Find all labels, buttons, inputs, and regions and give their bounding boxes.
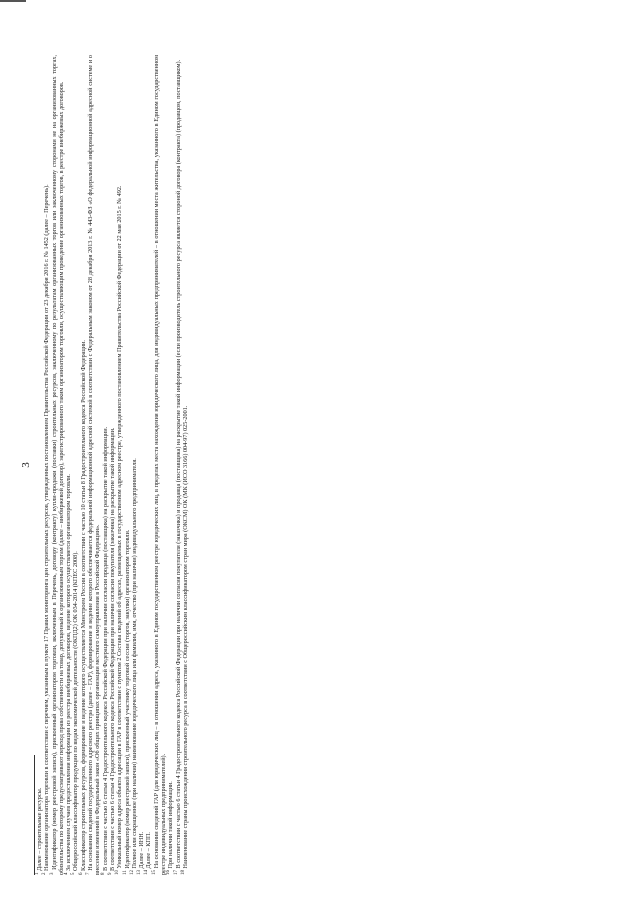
footnote-5: [72, 55, 79, 875]
footnote-text: Наименование страны происхождения строительного ресурса в соответствии с Общероссийским классификатором стран мира (ОКСМ) ОК (МК (ИСО 3166) 004-97) 025-2001.: [181, 405, 189, 870]
footnote-number: 9: [107, 872, 113, 875]
footnote-text: На основании сведений государственного адресного реестра (далее – ГАР), формирование и ведение которого обеспечивается федеральной информационной адресной системой в соответствии с Федеральным законом от 28 декабря 2013 г. № 443-ФЗ «О федеральной информационной адресной системе и о внесении изменений в Федеральный закон «Об общих принципах организации местного самоуправления в Российской Федерации».: [87, 55, 102, 875]
footnotes-list: [36, 55, 189, 875]
footnote-number: 6: [78, 872, 84, 875]
rotated-text-block: [20, 45, 310, 885]
footnote-number: 17: [173, 870, 179, 875]
footnote-17: [175, 55, 182, 875]
scan-corner-mark: [0, 0, 26, 2]
footnote-text: В соответствии с частью 6 статьи 4 Градостроительного кодекса Российской Федерации при наличии согласия покупателя (заказчика) и продавца (поставщика) на раскрытие такой информации (если производитель строительного ресурса является стороной договора (контракта) (продавцом, поставщиком).: [174, 59, 182, 870]
footnote-2: [43, 55, 50, 875]
footnote-text: В соответствии с частью 6 статьи 4 Градостроительного кодекса Российской Федерации при наличии согласия покупателя (заказчика) на раскрытие такой информации.: [108, 427, 116, 873]
footnote-number: 3: [49, 872, 55, 875]
footnote-text: Идентификатор (номер реестровой записи), присвоенный участнику торговой сессии (торгов, закупки) организатором торговли.: [123, 529, 131, 871]
footnote-8: [102, 55, 109, 875]
footnote-text: Далее – строительные ресурсы.: [36, 787, 43, 873]
footnote-text: Классификатор строительных ресурсов, формирование и ведение которого осуществляется Минстроем России в соответствии с частью 10 статьи 8 Градостроительного кодекса Российской Федерации.: [79, 340, 87, 873]
footnote-number: 8: [100, 872, 106, 875]
footnote-16: [167, 55, 174, 875]
footnote-3: [51, 55, 66, 875]
footnote-number: 16: [166, 870, 172, 875]
footnote-number: 5: [71, 872, 77, 875]
footnote-text: Уникальный номер адреса объекта адресации в ГАР в соответствии с пунктом 2 Состава сведений об адресах, размещаемых в государственном адресном реестре, утвержденного постановлением Правительства Российской Федерации от 22 мая 2015 г. № 492.: [116, 185, 124, 870]
footnote-divider: [34, 755, 35, 875]
footnote-text: Общероссийский классификатор продукции по видам экономической деятельности (ОКПД2) ОК 034-2014 (КПЕС 2008).: [72, 551, 80, 873]
footnote-text: Далее – КПП.: [145, 832, 153, 870]
page-number: 3: [20, 462, 32, 468]
footnote-12: [131, 55, 138, 875]
footnote-number: 12: [129, 870, 135, 875]
footnote-number: 13: [137, 870, 143, 875]
footnote-number: 2: [42, 872, 48, 875]
footnote-text: Наименование организатора торговли в соответствии с перечнем, указанным в пункте 17 Правил мониторинга цен строительных ресурсов, утвержденных постановлением Правительства Российской Федерации от 23 декабря 2016 г. № 1452 (далее – Перечень).: [43, 184, 51, 873]
footnote-11: [124, 55, 131, 875]
footnote-number: 15: [151, 870, 157, 875]
footnote-text: Полное или сокращенное (при наличии) наименование юридического лица или фамилия, имя, отчество (при наличии) индивидуального предпринимателя.: [130, 458, 138, 870]
footnote-text: При наличии такой информации.: [167, 781, 175, 870]
footnote-6: [80, 55, 87, 875]
footnote-number: 11: [122, 870, 128, 875]
footnote-10: [116, 55, 123, 875]
footnote-13: [138, 55, 145, 875]
footnote-number: 7: [86, 872, 92, 875]
footnote-14: [145, 55, 152, 875]
footnote-number: 18: [180, 870, 186, 875]
footnote-text: Далее – ИНН.: [138, 831, 146, 870]
footnote-text: За исключением случаев предоставления информации из реестра внебиржевых договоров, ведение которого осуществляется организатором торговли.: [65, 474, 73, 873]
footnote-18: [182, 55, 189, 875]
footnote-number: 14: [144, 870, 150, 875]
footnote-15: [153, 55, 168, 875]
footnote-text: Идентификатор (номер реестровой записи), присвоенный организатором торговли, включенным в Перечень, договору (контракту) купли-продажи (поставки) строительных ресурсов, заключенному по результатам организованных торгов или заключенному сторонами не на организованных торгах, обязательства по которому предусматривают переход права собственности на товар, допущенный к организованным торгам (далее – внебиржевой договор), зарегистрированного таким организатором торговли, осуществляющим проведение организованных торгов, в реестре внебиржевых договоров.: [50, 55, 65, 875]
footnote-7: [87, 55, 102, 875]
footnote-text: В соответствии с частью 6 статьи 4 Градостроительного кодекса Российской Федерации при наличии согласия продавца (поставщика) на раскрытие такой информации.: [101, 426, 109, 873]
footnote-number: 4: [64, 872, 70, 875]
footnote-number: 10: [115, 870, 121, 875]
footnote-number: 1: [34, 872, 40, 875]
footnote-text: На основании сведений ГАР (для юридических лиц – в отношении адреса, указанного в Едином государственном реестре юридических лиц, в пределах места нахождения юридического лица, для индивидуальных предпринимателей – в отношении места жительства, указанного в Едином государственном реестре индивидуальных предпринимателей).: [152, 55, 168, 875]
